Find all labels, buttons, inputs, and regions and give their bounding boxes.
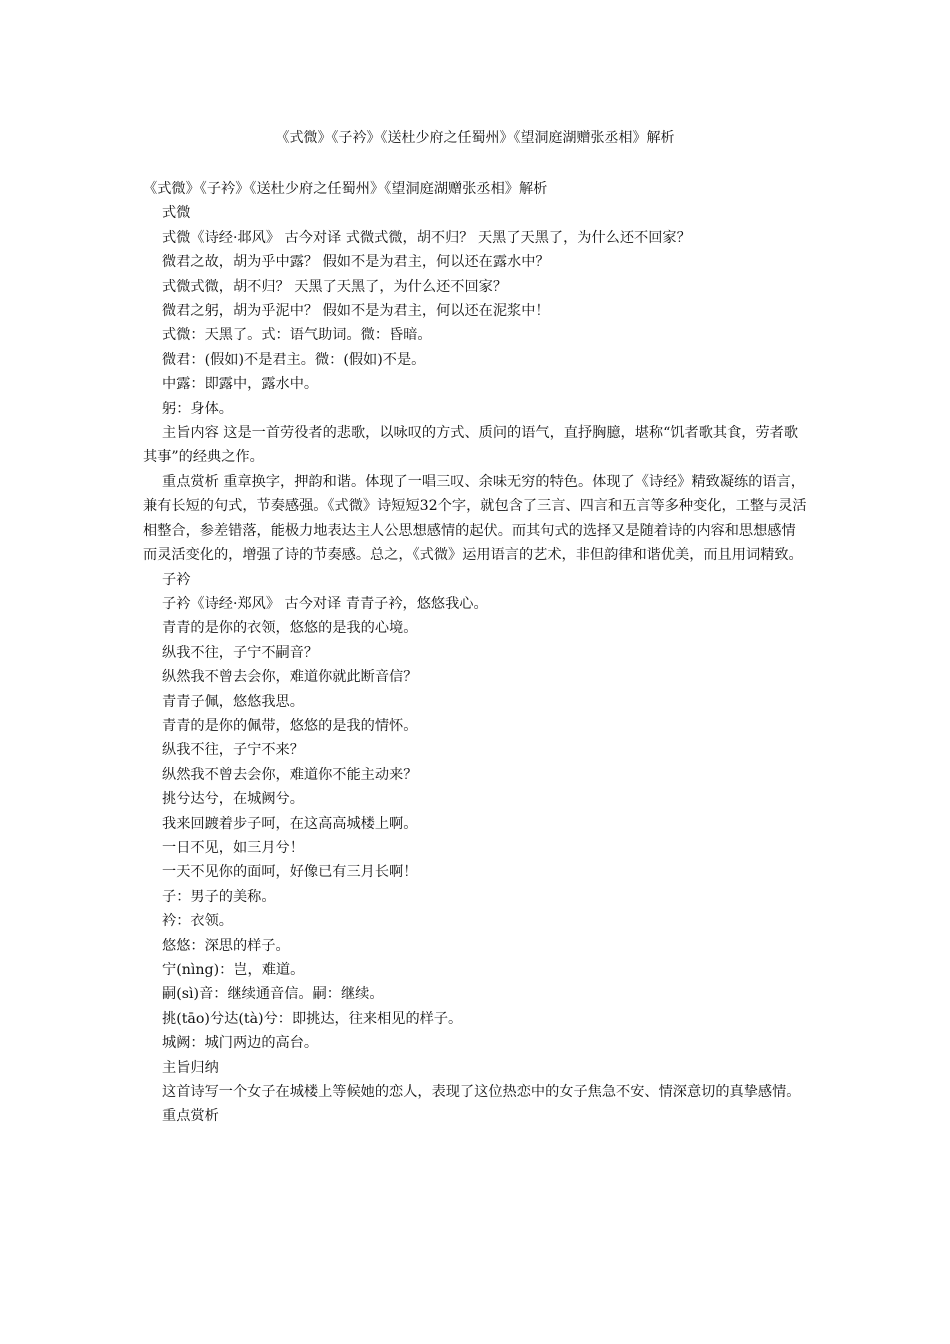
paragraph: 子：男子的美称。 [162,888,276,905]
paragraph: 子衿 [162,571,191,588]
paragraph: 中露：即露中，露水中。 [162,376,319,393]
document-title: 《式微》《子衿》《送杜少府之任蜀州》《望洞庭湖赠张丞相》解析 [275,130,675,146]
paragraph: 微君之故，胡为乎中露？ 假如不是为君主，何以还在露水中？ [162,254,550,271]
paragraph: 式微《诗经·邶风》 古今对译 式微式微，胡不归？ 天黑了天黑了，为什么还不回家？ [162,229,691,246]
paragraph: 纵我不往，子宁不嗣音？ [162,644,319,661]
paragraph: 城阙：城门两边的高台。 [162,1035,319,1052]
document-body [143,177,807,1129]
paragraph: 青青的是你的衣领，悠悠的是我的心境。 [162,620,418,637]
paragraph: 式微：天黑了。式：语气助词。微：昏暗。 [162,327,432,344]
paragraph: 挑兮达兮，在城阙兮。 [162,791,304,808]
paragraph: 主旨内容 这是一首劳役者的悲歌，以咏叹的方式、质问的语气，直抒胸臆，堪称“饥者歌其食，劳者歌其事”的经典之作。 [143,425,799,466]
paragraph: 一日不见，如三月兮！ [162,839,304,856]
paragraph: 悠悠：深思的样子。 [162,937,290,954]
paragraph: 主旨归纳 [162,1059,219,1076]
paragraph: 微君之躬，胡为乎泥中？ 假如不是为君主，何以还在泥浆中！ [162,303,550,320]
paragraph: 子衿《诗经·郑风》 古今对译 青青子衿，悠悠我心。 [162,595,488,612]
paragraph: 这首诗写一个女子在城楼上等候她的恋人，表现了这位热恋中的女子焦急不安、情深意切的真挚感情。 [162,1084,801,1101]
paragraph: 微君：(假如)不是君主。微：(假如)不是。 [162,351,426,368]
paragraph: 青青子佩，悠悠我思。 [162,693,304,710]
paragraph: 躬：身体。 [162,400,233,417]
paragraph: 式微式微，胡不归？ 天黑了天黑了，为什么还不回家？ [162,278,508,295]
paragraph: 衿：衣领。 [162,913,233,930]
paragraph: 重点赏析 [162,1108,219,1125]
paragraph: 重点赏析 重章换字，押韵和谐。体现了一唱三叹、余味无穷的特色。体现了《诗经》精致凝练的语言，兼有长短的句式，节奏感强。《式微》诗短短32个字，就包含了三言、四言和五言等多种变化，工整与灵活相整合，参差错落，能极力地表达主人公思想感情的起伏。而其句式的选择又是随着诗的内容和思想感情而灵活变化的，增强了诗的节奏感。总之，《式微》运用语言的艺术，非但韵律和谐优美，而且用词精致。 [143,473,807,564]
paragraph: 纵我不往，子宁不来？ [162,742,304,759]
paragraph: 宁(nìng)：岂，难道。 [162,962,305,978]
paragraph: 挑(tāo)兮达(tà)兮：即挑达，往来相见的样子。 [162,1010,463,1027]
paragraph: 一天不见你的面呵，好像已有三月长啊！ [162,864,418,881]
paragraph: 纵然我不曾去会你，难道你就此断音信？ [162,669,418,686]
paragraph: 《式微》《子衿》《送杜少府之任蜀州》《望洞庭湖赠张丞相》解析 [143,181,548,197]
paragraph: 式微 [162,205,191,222]
paragraph: 青青的是你的佩带，悠悠的是我的情怀。 [162,717,418,734]
paragraph: 纵然我不曾去会你，难道你不能主动来？ [162,766,418,783]
paragraph: 嗣(sì)音：继续通音信。嗣：继续。 [162,986,384,1003]
paragraph: 我来回踱着步子呵，在这高高城楼上啊。 [162,815,418,832]
